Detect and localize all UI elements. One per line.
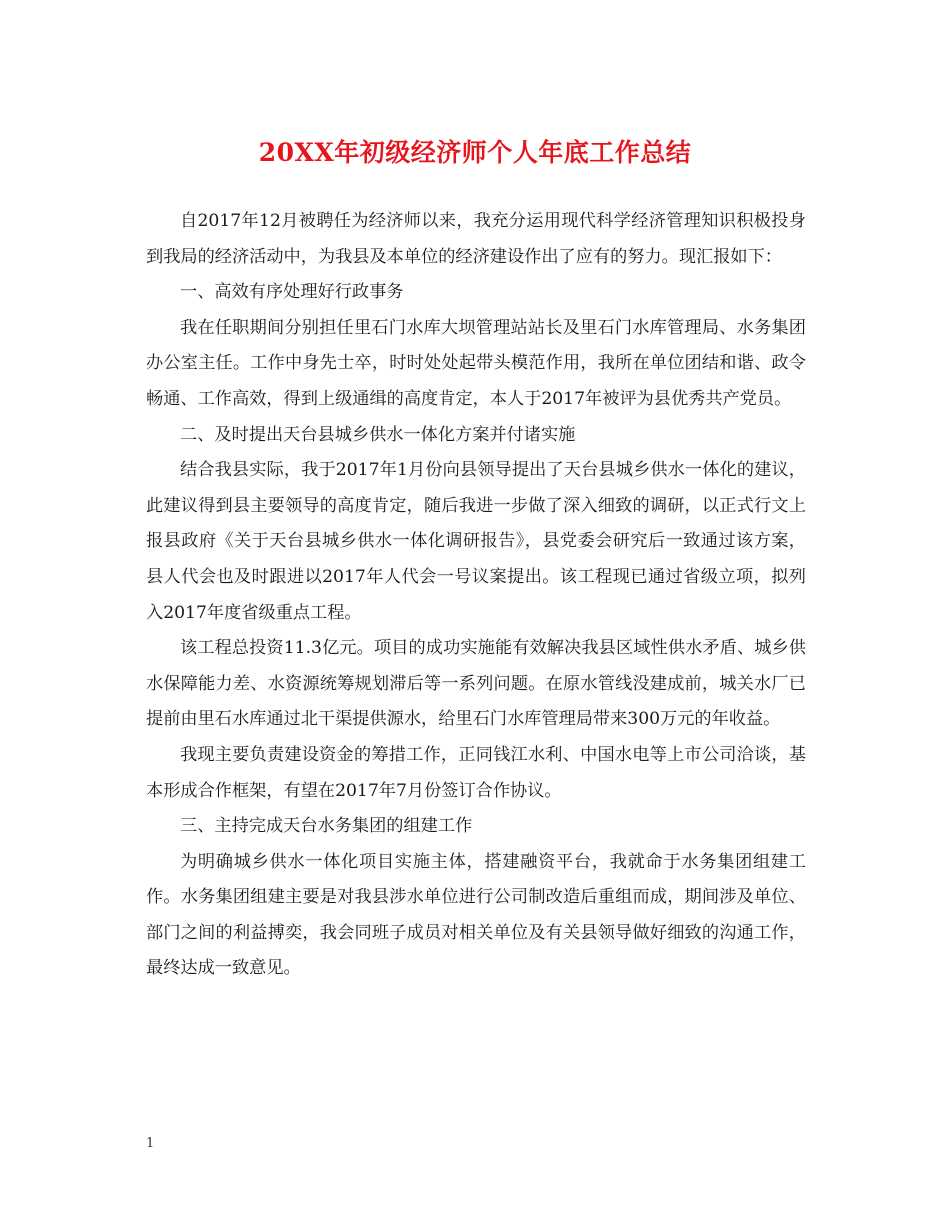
paragraph-section-2c: 我现主要负责建设资金的筹措工作，正同钱江水利、中国水电等上市公司洽谈，基本形成合作框架，有望在2017年7月份签订合作协议。 xyxy=(146,744,806,801)
section-heading-2: 二、及时提出天台县城乡供水一体化方案并付诸实施 xyxy=(180,424,576,445)
paragraph-section-2b: 该工程总投资11.3亿元。项目的成功实施能有效解决我县区域性供水矛盾、城乡供水保障能力差、水资源统筹规划滞后等一系列问题。在原水管线没建成前，城关水厂已提前由里石水库通过北干渠提供源水，给里石门水库管理局带来300万元的年收益。 xyxy=(146,638,806,730)
section-heading-1: 一、高效有序处理好行政事务 xyxy=(180,282,404,303)
page-number: 1 xyxy=(146,1136,155,1151)
paragraph-section-2a: 结合我县实际，我于2017年1月份向县领导提出了天台县城乡供水一体化的建议，此建议得到县主要领导的高度肯定，随后我进一步做了深入细致的调研，以正式行文上报县政府《关于天台县城乡供水一体化调研报告》，县党委会研究后一致通过该方案，县人代会也及时跟进以2017年人代会一号议案提出。该工程现已通过省级立项，拟列入2017年度省级重点工程。 xyxy=(146,460,806,623)
section-heading-3: 三、主持完成天台水务集团的组建工作 xyxy=(180,816,473,837)
paragraph-intro: 自2017年12月被聘任为经济师以来，我充分运用现代科学经济管理知识积极投身到我局的经济活动中，为我县及本单位的经济建设作出了应有的努力。现汇报如下： xyxy=(146,211,806,267)
document-body xyxy=(146,204,806,987)
document-title: 20XX年初级经济师个人年底工作总结 xyxy=(258,138,692,167)
paragraph-section-3: 为明确城乡供水一体化项目实施主体，搭建融资平台，我就命于水务集团组建工作。水务集团组建主要是对我县涉水单位进行公司制改造后重组而成，期间涉及单位、部门之间的利益搏奕，我会同班子成员对相关单位及有关县领导做好细致的沟通工作，最终达成一致意见。 xyxy=(146,851,806,979)
paragraph-section-1: 我在任职期间分别担任里石门水库大坝管理站站长及里石门水库管理局、水务集团办公室主任。工作中身先士卒，时时处处起带头模范作用，我所在单位团结和谐、政令畅通、工作高效，得到上级通缉的高度肯定，本人于2017年被评为县优秀共产党员。 xyxy=(146,317,806,409)
